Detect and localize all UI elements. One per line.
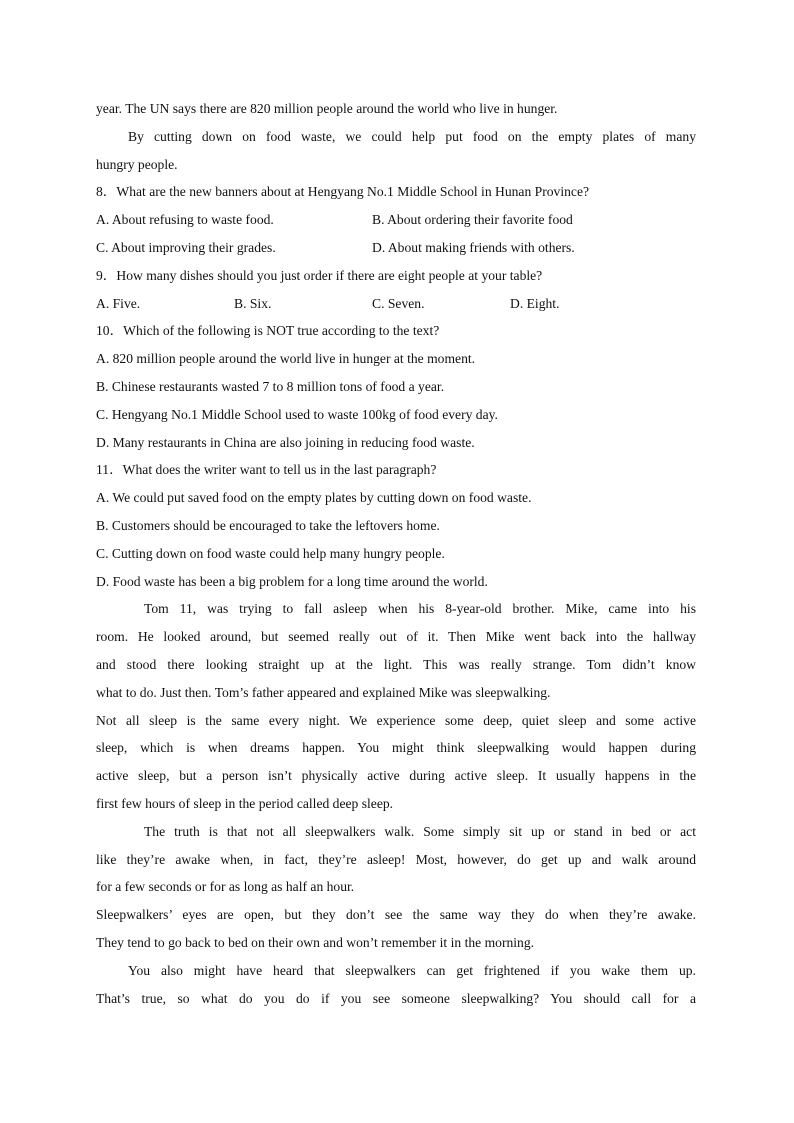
passage-line: first few hours of sleep in the period called deep sleep. xyxy=(96,795,394,811)
passage-line: like they’re awake when, in fact, they’re asleep! Most, however, do get up and walk around xyxy=(96,851,696,867)
passage-line: for a few seconds or for as long as half an hour. xyxy=(96,879,355,895)
document-page xyxy=(96,95,696,1012)
passage-line: what to do. Just then. Tom’s father appeared and explained Mike was sleepwalking. xyxy=(96,684,551,700)
option-d: D. Many restaurants in China are also joining in reducing food waste. xyxy=(96,434,475,450)
passage-line: Sleepwalkers’ eyes are open, but they don’t see the same way they do when they’re awake. xyxy=(96,907,696,923)
question-9-stem: 9．How many dishes should you just order if there are eight people at your table? xyxy=(96,267,543,283)
option-d: D. About making friends with others. xyxy=(372,239,575,255)
option-b: B. Chinese restaurants wasted 7 to 8 million tons of food a year. xyxy=(96,378,445,394)
option-a: A. 820 million people around the world live in hunger at the moment. xyxy=(96,351,476,367)
option-c: C. Hengyang No.1 Middle School used to waste 100kg of food every day. xyxy=(96,406,498,422)
question-10-stem: 10．Which of the following is NOT true according to the text? xyxy=(96,323,440,339)
passage-line: You also might have heard that sleepwalkers can get frightened if you wake them up. xyxy=(128,962,696,978)
question-8-stem: 8．What are the new banners about at Hengyang No.1 Middle School in Hunan Province? xyxy=(96,184,590,200)
passage-line: and stood there looking straight up at the light. This was really strange. Tom didn’t know xyxy=(96,656,696,672)
passage-line: hungry people. xyxy=(96,156,178,172)
passage-line: That’s true, so what do you do if you see someone sleepwalking? You should call for a xyxy=(96,990,696,1006)
passage-line: They tend to go back to bed on their own and won’t remember it in the morning. xyxy=(96,934,535,950)
question-8-options-row1 xyxy=(96,206,696,234)
question-11-stem: 11．What does the writer want to tell us in the last paragraph? xyxy=(96,462,437,478)
option-d: D. Eight. xyxy=(510,295,560,311)
passage-line: active sleep, but a person isn’t physically active during active sleep. It usually happens in the xyxy=(96,768,696,784)
passage-line: room. He looked around, but seemed really out of it. Then Mike went back into the hallway xyxy=(96,629,696,645)
passage-line: The truth is that not all sleepwalkers walk. Some simply sit up or stand in bed or act xyxy=(144,823,696,839)
option-a: A. We could put saved food on the empty plates by cutting down on food waste. xyxy=(96,490,532,506)
passage-line: By cutting down on food waste, we could help put food on the empty plates of many xyxy=(128,128,696,144)
passage-line: sleep, which is when dreams happen. You might think sleepwalking would happen during xyxy=(96,740,696,756)
option-c: C. Cutting down on food waste could help many hungry people. xyxy=(96,545,445,561)
passage-line: Not all sleep is the same every night. We experience some deep, quiet sleep and some active xyxy=(96,712,696,728)
option-a: A. About refusing to waste food. xyxy=(96,212,274,228)
question-8-options-row2 xyxy=(96,234,696,262)
option-a: A. Five. xyxy=(96,295,141,311)
question-9-options xyxy=(96,290,696,318)
option-b: B. About ordering their favorite food xyxy=(372,212,573,228)
option-d: D. Food waste has been a big problem for a long time around the world. xyxy=(96,573,488,589)
option-c: C. About improving their grades. xyxy=(96,239,276,255)
passage-line: year. The UN says there are 820 million people around the world who live in hunger. xyxy=(96,101,558,116)
option-b: B. Six. xyxy=(234,295,272,311)
option-c: C. Seven. xyxy=(372,295,425,311)
passage-line: Tom 11, was trying to fall asleep when his 8-year-old brother. Mike, came into his xyxy=(144,601,696,617)
option-b: B. Customers should be encouraged to take the leftovers home. xyxy=(96,517,440,533)
